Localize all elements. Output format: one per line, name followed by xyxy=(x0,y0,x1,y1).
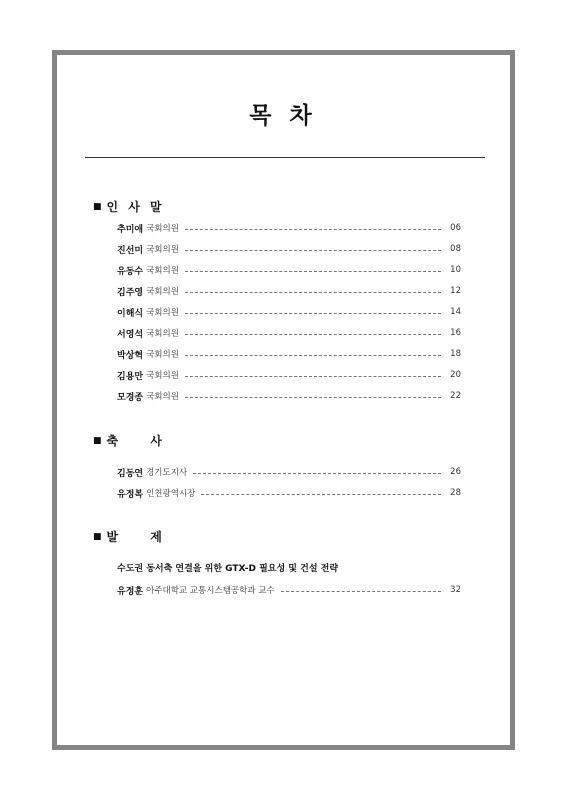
toc-entry[interactable] xyxy=(117,347,461,361)
dotted-leader xyxy=(185,271,441,272)
toc-entry[interactable] xyxy=(117,263,461,277)
entry-role: 국회의원 xyxy=(146,371,179,381)
entry-name: 추미애 xyxy=(117,224,144,235)
toc-entry[interactable] xyxy=(117,465,461,479)
entry-page: 26 xyxy=(450,467,461,477)
dotted-leader xyxy=(185,376,441,377)
entry-role: 아주대학교 교통시스템공학과 교수 xyxy=(146,586,275,596)
entry-name: 유동수 xyxy=(117,266,144,277)
section-heading-congratulations xyxy=(93,432,165,449)
toc-entry[interactable] xyxy=(117,221,461,235)
toc-entry[interactable] xyxy=(117,486,461,500)
entry-name: 모경종 xyxy=(117,392,144,403)
entry-page: 16 xyxy=(450,328,461,338)
entry-name: 서영석 xyxy=(117,329,144,340)
entry-page: 18 xyxy=(450,349,461,359)
entry-name: 김용만 xyxy=(117,371,144,382)
entry-role: 국회의원 xyxy=(146,224,179,234)
entry-name: 유정훈 xyxy=(117,586,144,597)
title-divider xyxy=(85,157,485,158)
dotted-leader xyxy=(185,250,441,251)
presentation-title[interactable]: 수도권 동서축 연결을 위한 GTX-D 필요성 및 건설 전략 xyxy=(117,564,339,574)
entry-page: 14 xyxy=(450,307,461,317)
dotted-leader xyxy=(281,591,441,592)
section-heading-text: 인 사 말 xyxy=(106,200,165,214)
entry-role: 국회의원 xyxy=(146,266,179,276)
entry-page: 28 xyxy=(450,488,461,498)
entry-page: 20 xyxy=(450,370,461,380)
entry-role: 인천광역시장 xyxy=(146,489,196,499)
entry-role: 경기도지사 xyxy=(146,468,188,478)
entry-page: 08 xyxy=(450,244,461,254)
entry-name: 유정복 xyxy=(117,489,144,500)
toc-entry[interactable] xyxy=(117,583,461,597)
entry-page: 12 xyxy=(450,286,461,296)
entry-name: 김동연 xyxy=(117,468,144,479)
section-heading-text: 발 제 xyxy=(106,530,165,544)
dotted-leader xyxy=(193,473,441,474)
dotted-leader xyxy=(185,292,441,293)
section-heading-text: 축 사 xyxy=(106,434,165,448)
entry-role: 국회의원 xyxy=(146,308,179,318)
entry-role: 국회의원 xyxy=(146,329,179,339)
entry-role: 국회의원 xyxy=(146,245,179,255)
entry-page: 22 xyxy=(450,391,461,401)
entry-name: 진선미 xyxy=(117,245,144,256)
section-heading-presentation xyxy=(93,528,165,545)
square-bullet-icon: ■ xyxy=(93,435,102,446)
square-bullet-icon: ■ xyxy=(93,531,102,542)
dotted-leader xyxy=(185,355,441,356)
page-title: 목 차 xyxy=(249,103,317,129)
entry-name: 이해식 xyxy=(117,308,144,319)
toc-entry[interactable] xyxy=(117,305,461,319)
toc-entry[interactable] xyxy=(117,368,461,382)
toc-entry[interactable] xyxy=(117,326,461,340)
section-heading-greetings xyxy=(93,198,165,215)
toc-entry[interactable] xyxy=(117,389,461,403)
entry-page: 32 xyxy=(450,585,461,595)
toc-entry[interactable] xyxy=(117,242,461,256)
entry-role: 국회의원 xyxy=(146,287,179,297)
entry-name: 박상혁 xyxy=(117,350,144,361)
dotted-leader xyxy=(185,229,441,230)
entry-name: 김주영 xyxy=(117,287,144,298)
square-bullet-icon: ■ xyxy=(93,201,102,212)
entry-role: 국회의원 xyxy=(146,392,179,402)
dotted-leader xyxy=(185,313,441,314)
dotted-leader xyxy=(185,397,441,398)
entry-role: 국회의원 xyxy=(146,350,179,360)
toc-entry[interactable] xyxy=(117,284,461,298)
dotted-leader xyxy=(201,494,441,495)
entry-page: 10 xyxy=(450,265,461,275)
entry-page: 06 xyxy=(450,223,461,233)
dotted-leader xyxy=(185,334,441,335)
